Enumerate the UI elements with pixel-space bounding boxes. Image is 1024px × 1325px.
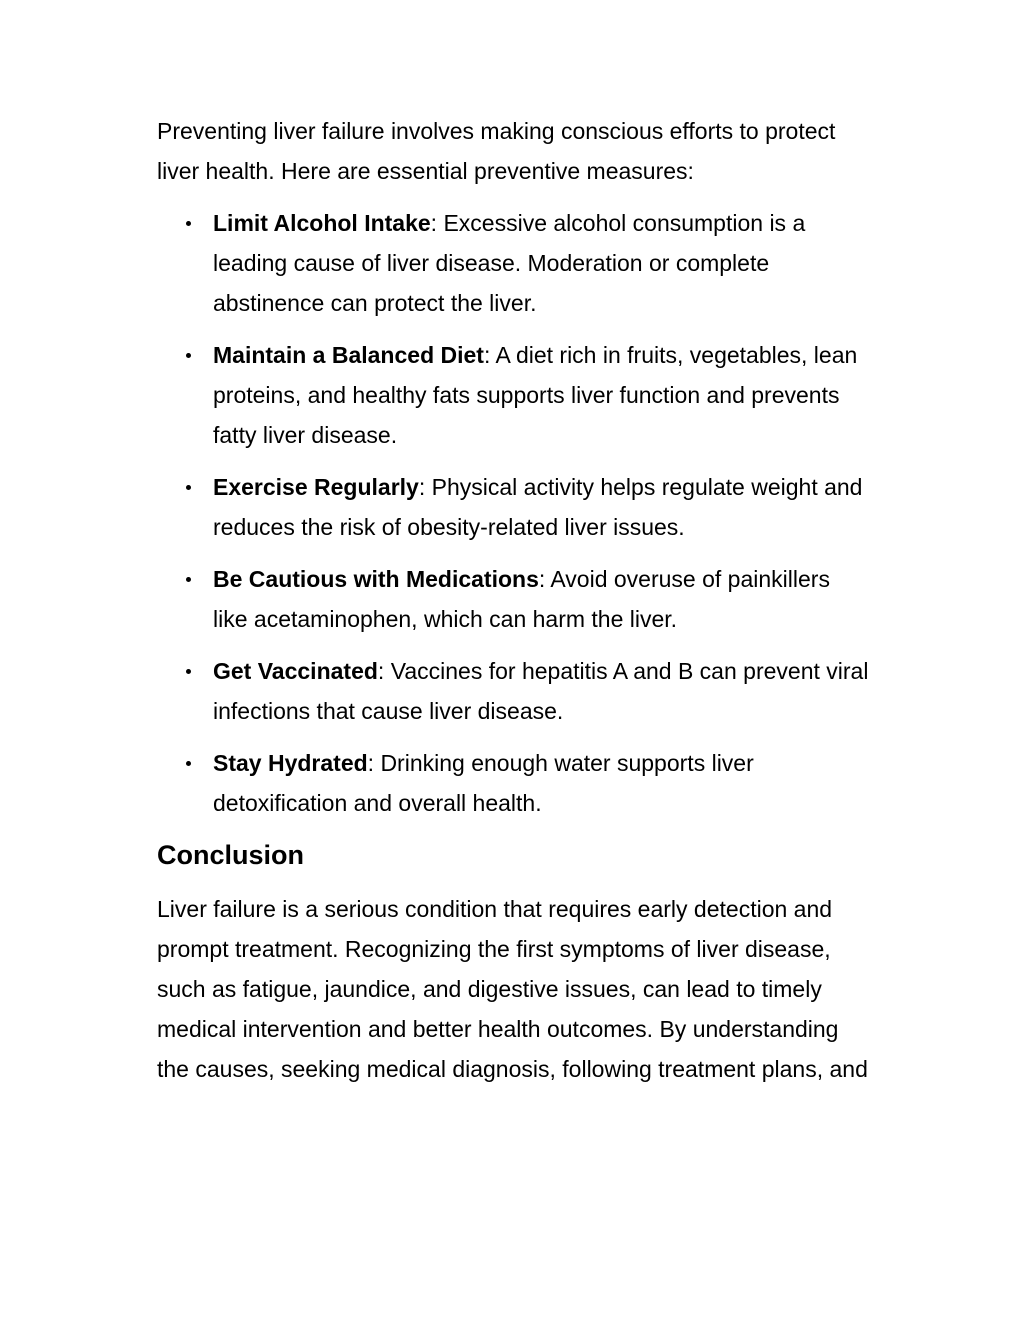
list-item-term: Be Cautious with Medications — [213, 566, 539, 592]
prevention-list — [157, 203, 869, 823]
document-content — [157, 111, 869, 1089]
list-item-term: Exercise Regularly — [213, 474, 419, 500]
list-item — [157, 651, 869, 731]
conclusion-heading: Conclusion — [157, 840, 304, 870]
bullet-icon — [186, 485, 191, 490]
bullet-icon — [186, 577, 191, 582]
bullet-icon — [186, 221, 191, 226]
conclusion-paragraph: Liver failure is a serious condition that requires early detection and prompt treatment. Recognizing the first symptoms of liver disease, such as fatigue, jaundice, and digestive issues, can lead to timely medical intervention and better health outcomes. By understanding the causes, seeking medical diagnosis, following treatment plans, and — [157, 896, 868, 1082]
list-item-term: Stay Hydrated — [213, 750, 368, 776]
bullet-icon — [186, 669, 191, 674]
list-item — [157, 467, 869, 547]
list-item-term: Get Vaccinated — [213, 658, 378, 684]
list-item — [157, 559, 869, 639]
list-item-description: : Physical activity helps regulate weight and reduces the risk of obesity-related liver issues. — [213, 474, 863, 540]
list-item-description: : Avoid overuse of painkillers like acetaminophen, which can harm the liver. — [213, 566, 830, 632]
list-item-description: : Excessive alcohol consumption is a leading cause of liver disease. Moderation or complete abstinence can protect the liver. — [213, 210, 806, 316]
list-item — [157, 743, 869, 823]
bullet-icon — [186, 353, 191, 358]
intro-paragraph: Preventing liver failure involves making conscious efforts to protect liver health. Here are essential preventive measures: — [157, 118, 836, 184]
list-item-description: : Vaccines for hepatitis A and B can prevent viral infections that cause liver disease. — [213, 658, 869, 724]
list-item-term: Maintain a Balanced Diet — [213, 342, 484, 368]
bullet-icon — [186, 761, 191, 766]
list-item-description: : A diet rich in fruits, vegetables, lean proteins, and healthy fats supports liver function and prevents fatty liver disease. — [213, 342, 858, 448]
list-item-term: Limit Alcohol Intake — [213, 210, 431, 236]
list-item-description: : Drinking enough water supports liver detoxification and overall health. — [213, 750, 754, 816]
list-item — [157, 203, 869, 323]
list-item — [157, 335, 869, 455]
